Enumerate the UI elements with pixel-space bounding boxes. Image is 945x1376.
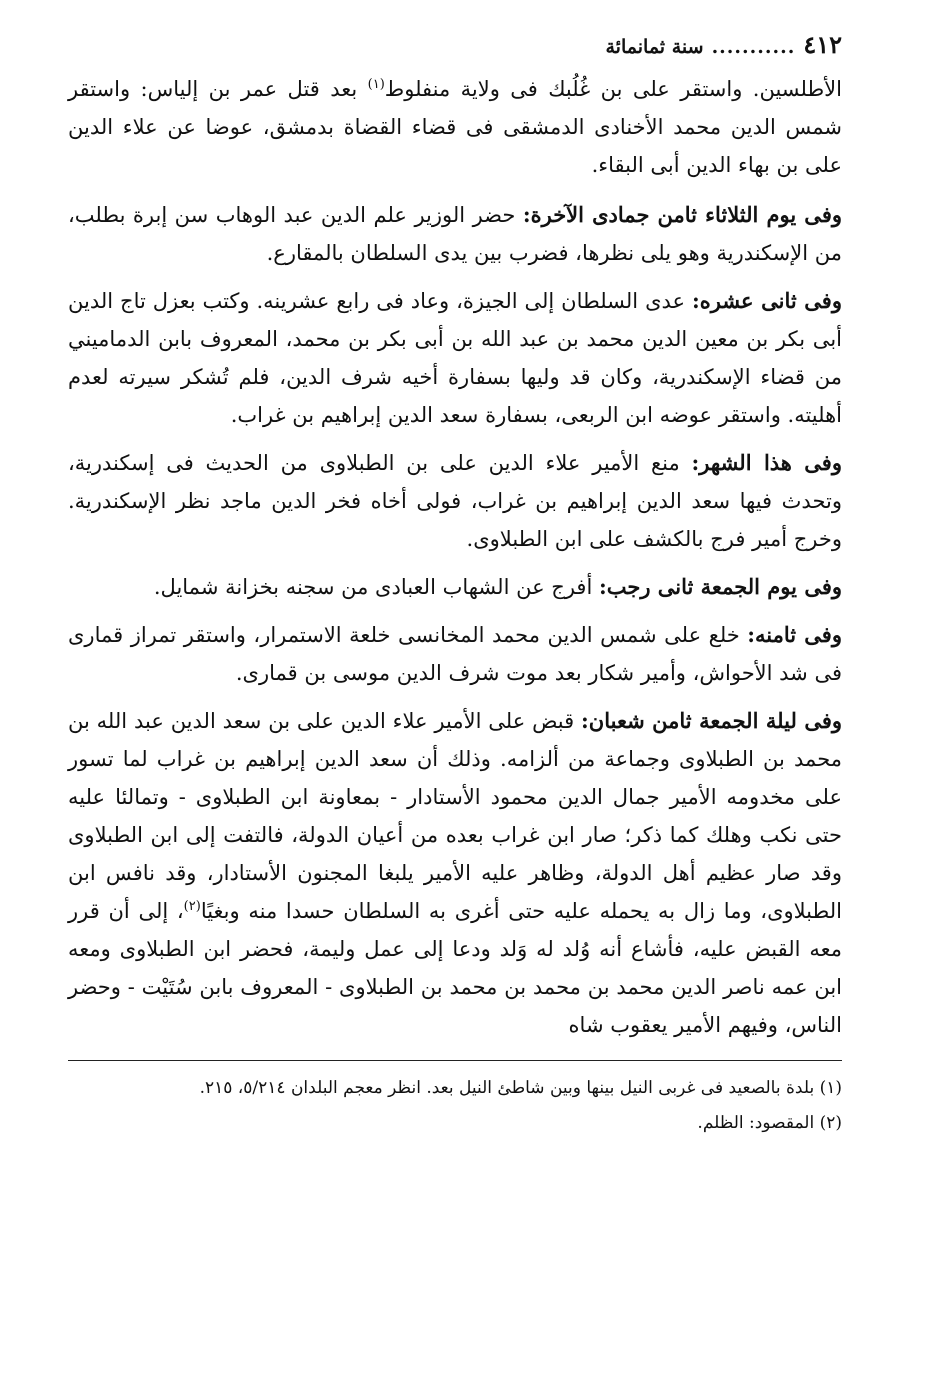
paragraph-text: أفرج عن الشهاب العبادى من سجنه بخزانة شمايل. [153,575,599,599]
footnote-divider [68,1060,842,1061]
paragraph-lead: وفى ثانى عشره: [691,288,842,313]
paragraph [68,196,842,272]
paragraph-lead: وفى هذا الشهر: [691,450,842,475]
paragraph [68,444,842,558]
paragraph-text: عدى السلطان إلى الجيزة، وعاد فى رابع عشرينه. وكتب بعزل تاج الدين أبى بكر بن معين الدين محمد بن عبد الله بن أبى بكر بن محمد، المعروف بابن الدماميني من قضاء الإسكندرية، وكان قد وليها بسفارة أخيه شرف الدين، فلم تُشكر سيرته لعدم أهليته. واستقر عوضه ابن الربعى، بسفارة سعد الدين إبراهيم بن غراب. [68,289,842,427]
footnote-ref-2: (٢) [183,899,201,914]
paragraph [68,282,842,434]
paragraph-lead: وفى ثامنه: [747,622,842,647]
paragraph [68,616,842,692]
page-number: ٤١٢ [803,30,842,59]
paragraph-lead: وفى يوم الجمعة ثانى رجب: [598,574,842,599]
paragraph [68,568,842,606]
paragraph [68,702,842,1044]
footnote: (٢) المقصود: الظلم. [697,1113,842,1133]
book-page [68,30,842,1143]
body-text [68,70,842,1044]
paragraph-text: منع الأمير علاء الدين على بن الطبلاوى من الحديث فى إسكندرية، وتحدث فيها سعد الدين إبراهيم بن غراب، فولى أخاه فخر الدين ماجد نظر الإسكندرية. وخرج أمير فرج بالكشف على ابن الطبلاوى. [68,451,842,551]
running-title: سنة ثمانمائة [605,36,704,58]
paragraph [68,70,842,184]
paragraph-text: الأطلسين. واستقر على بن غُلُبك فى ولاية منفلوط [384,77,842,101]
paragraph-text: حضر الوزير علم الدين عبد الوهاب سن إبرة بطلب، من الإسكندرية وهو يلى نظرها، فضرب بين يدى السلطان بالمقارع. [68,203,842,265]
paragraph-lead: وفى يوم الثلاثاء ثامن جمادى الآخرة: [522,202,842,227]
paragraph-text: قبض على الأمير علاء الدين على بن سعد الدين عبد الله بن محمد بن الطبلاوى وجماعة من ألزامه. وذلك أن سعد الدين إبراهيم بن غراب لما تسور على مخدومه الأمير جمال الدين محمود الأستادار - بمعاونة ابن الطبلاوى - وتمالئا عليه حتى نكب وهلك كما ذكر؛ صار ابن غراب بعده من أعيان الدولة، فالتفت إلى ابن الطبلاوى وقد صار عظيم أهل الدولة، وظاهر عليه الأمير يلبغا المجنون الأستادار، وقد نافس ابن الطبلاوى، وما زال به يحمله عليه حتى أغرى به السلطان حسدا منه وبغيًا [68,709,842,923]
header-dots: ........... [711,36,796,58]
footnote: (١) بلدة بالصعيد فى غربى النيل بينها وبين شاطئ النيل بعد. انظر معجم البلدان ٥/٢١٤، ٢١٥. [199,1078,842,1098]
paragraph-text: بعد قتل عمر بن إلياس: واستقر شمس الدين محمد الأخنادى الدمشقى فى قضاء القضاة بدمشق، عوضا عن علاء الدين على بن بهاء الدين أبى البقاء. [68,77,842,177]
page-header [68,30,842,70]
footnote-ref-1: (١) [367,77,385,92]
paragraph-text: خلع على شمس الدين محمد المخانسى خلعة الاستمرار، واستقر تمراز قمارى فى شد الأحواش، وأمير شكار بعد موت شرف الدين موسى بن قمارى. [68,623,842,685]
footnotes [68,1073,842,1139]
paragraph-text: ، إلى أن قرر معه القبض عليه، فأشاع أنه وُلد له وَلد ودعا إلى عمل وليمة، فحضر ابن الطبلاوى ومعه ابن عمه ناصر الدين محمد بن محمد بن محمد بن الطبلاوى - المعروف بابن سُتَيْت - وحضر الناس، وفيهم الأمير يعقوب شاه [68,899,842,1037]
paragraph-lead: وفى ليلة الجمعة ثامن شعبان: [581,708,843,733]
